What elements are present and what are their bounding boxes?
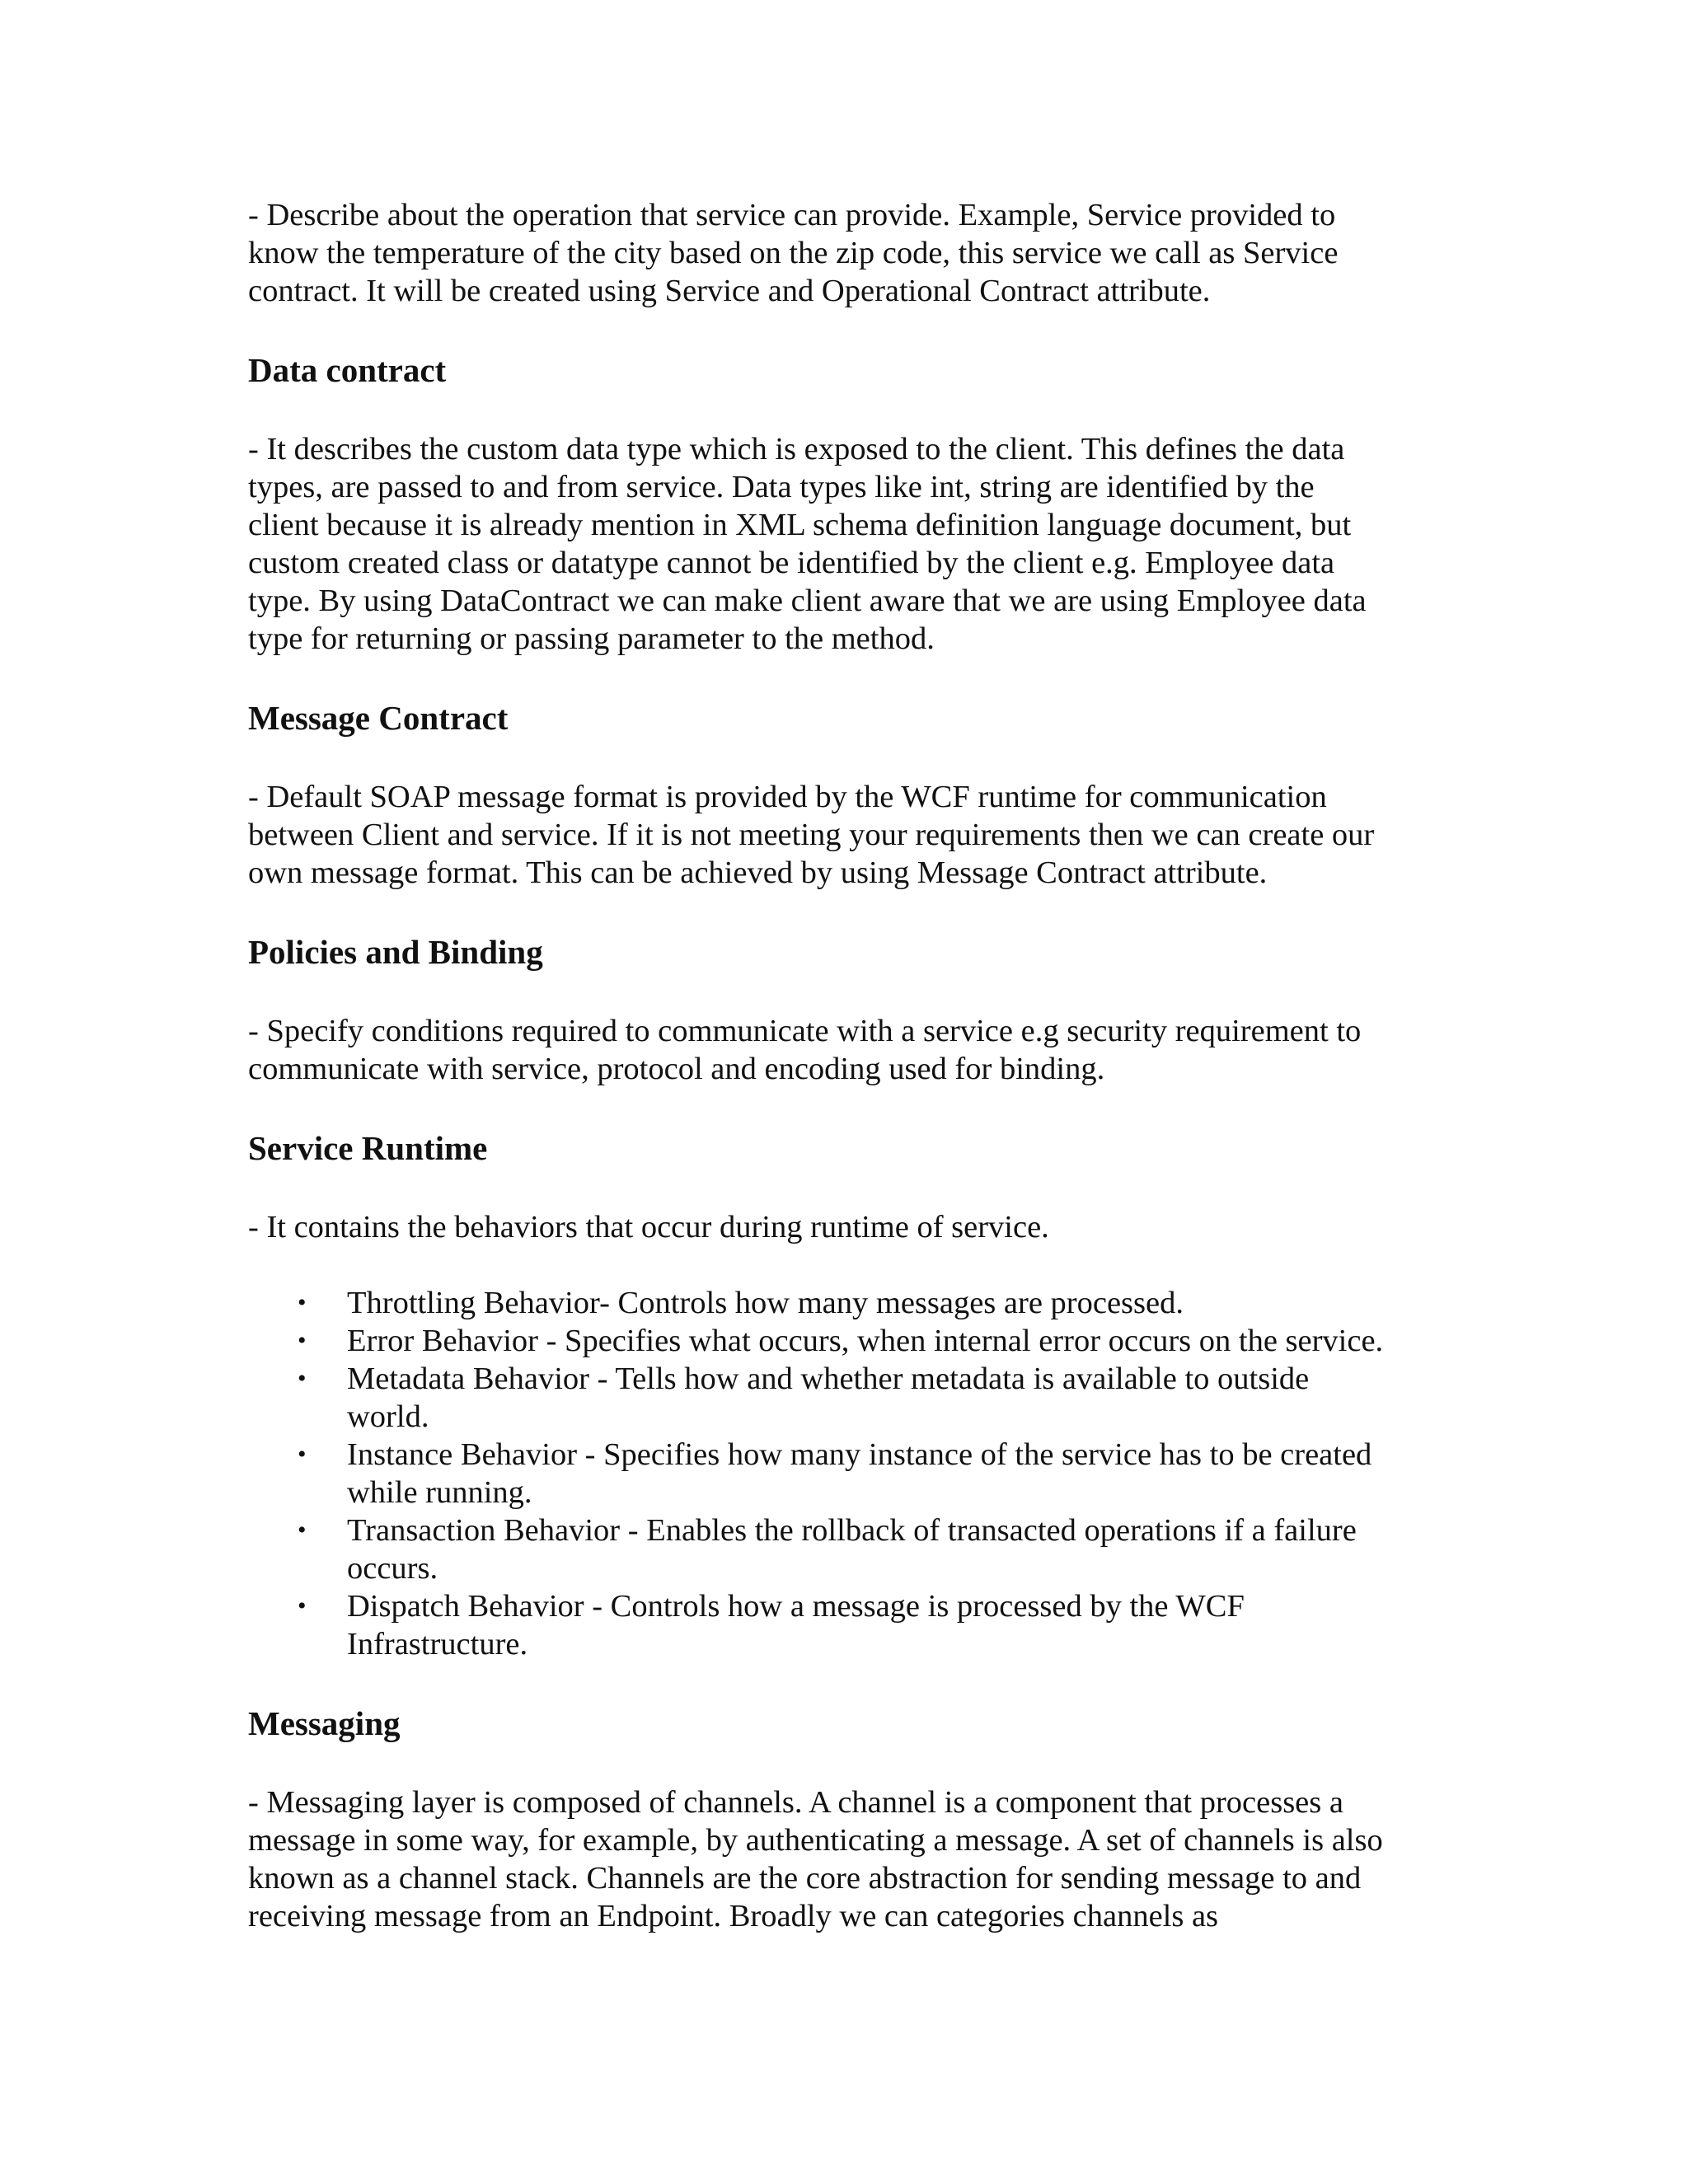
section-heading-messaging: Messaging (248, 1704, 401, 1742)
bullet-icon: • (298, 1516, 307, 1544)
bullet-icon: • (298, 1289, 307, 1316)
data-contract-paragraph (248, 430, 1451, 658)
text-line: client because it is already mention in XML schema definition language document, but (248, 508, 1352, 542)
text-line: - Messaging layer is composed of channels. A channel is a component that processes a (248, 1785, 1343, 1820)
service-runtime-bullet-list (248, 1284, 1451, 1663)
message-contract-paragraph (248, 778, 1451, 892)
bullet-icon: • (298, 1327, 307, 1354)
list-item (248, 1284, 1451, 1322)
list-item (248, 1360, 1451, 1436)
text-line: own message format. This can be achieved by using Message Contract attribute. (248, 855, 1268, 890)
text-line: world. (347, 1399, 429, 1434)
text-line: - Default SOAP message format is provided by the WCF runtime for communication (248, 780, 1327, 814)
text-line: Infrastructure. (347, 1627, 528, 1661)
text-line: Instance Behavior - Specifies how many instance of the service has to be created (347, 1437, 1372, 1472)
section-heading-service-runtime: Service Runtime (248, 1129, 488, 1167)
text-line: - It contains the behaviors that occur during runtime of service. (248, 1210, 1049, 1244)
section-heading-message-contract: Message Contract (248, 699, 509, 737)
text-line: - It describes the custom data type which is exposed to the client. This defines the data (248, 432, 1345, 466)
text-line: Throttling Behavior- Controls how many messages are processed. (347, 1286, 1184, 1320)
text-line: message in some way, for example, by authenticating a message. A set of channels is also (248, 1823, 1383, 1858)
text-line: know the temperature of the city based on the zip code, this service we call as Service (248, 236, 1339, 270)
text-line: Dispatch Behavior - Controls how a message is processed by the WCF (347, 1589, 1245, 1624)
text-line: while running. (347, 1475, 532, 1510)
text-line: custom created class or datatype cannot be identified by the client e.g. Employee data (248, 546, 1335, 580)
list-item (248, 1587, 1451, 1663)
list-item (248, 1511, 1451, 1587)
text-line: types, are passed to and from service. Data types like int, string are identified by the (248, 470, 1315, 504)
messaging-paragraph (248, 1783, 1451, 1935)
intro-paragraph (248, 196, 1451, 310)
text-line: type for returning or passing parameter to the method. (248, 621, 935, 656)
list-item (248, 1322, 1451, 1360)
text-line: between Client and service. If it is not meeting your requirements then we can create our (248, 818, 1375, 852)
policies-binding-paragraph (248, 1012, 1451, 1088)
section-heading-data-contract: Data contract (248, 351, 447, 389)
text-line: Metadata Behavior - Tells how and whether metadata is available to outside (347, 1361, 1310, 1396)
text-line: Transaction Behavior - Enables the rollback of transacted operations if a failure (347, 1513, 1357, 1548)
service-runtime-paragraph (248, 1208, 1451, 1246)
list-item (248, 1436, 1451, 1511)
text-line: Error Behavior - Specifies what occurs, when internal error occurs on the service. (347, 1324, 1384, 1358)
text-line: - Specify conditions required to communicate with a service e.g security requirement to (248, 1014, 1362, 1048)
text-line: occurs. (347, 1551, 438, 1586)
text-line: type. By using DataContract we can make client aware that we are using Employee data (248, 583, 1367, 618)
text-line: communicate with service, protocol and encoding used for binding. (248, 1052, 1105, 1086)
text-line: receiving message from an Endpoint. Broadly we can categories channels as (248, 1899, 1219, 1933)
text-line: contract. It will be created using Service and Operational Contract attribute. (248, 274, 1211, 308)
bullet-icon: • (298, 1441, 307, 1468)
bullet-icon: • (298, 1592, 307, 1619)
bullet-icon: • (298, 1365, 307, 1392)
document-page (248, 196, 1451, 1935)
text-line: - Describe about the operation that service can provide. Example, Service provided to (248, 198, 1336, 232)
section-heading-policies-and-binding: Policies and Binding (248, 933, 543, 971)
text-line: known as a channel stack. Channels are the core abstraction for sending message to and (248, 1861, 1362, 1896)
